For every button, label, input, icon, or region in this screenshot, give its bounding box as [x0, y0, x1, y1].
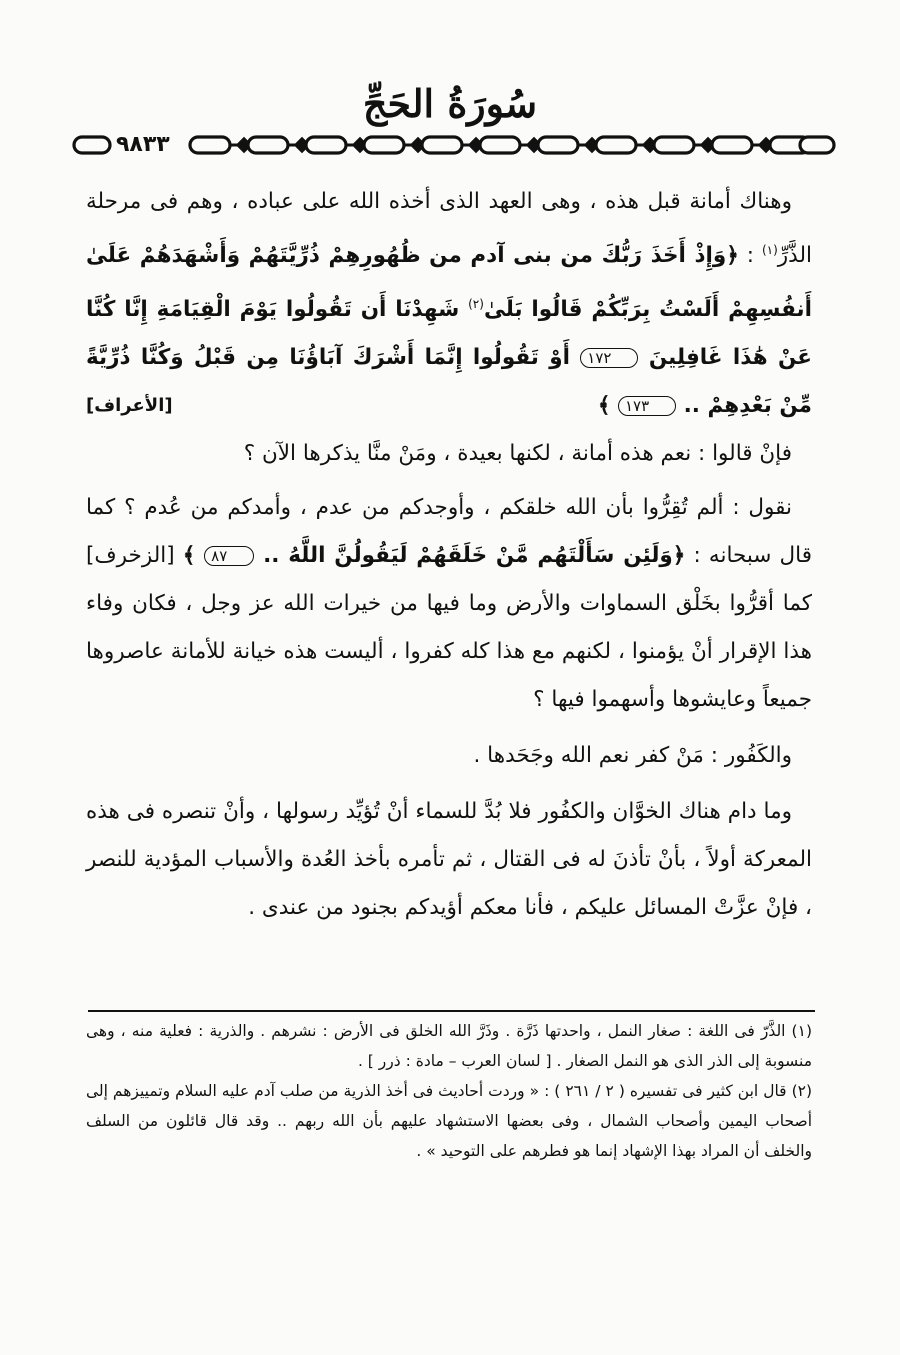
- verse-number-173: ١٧٣: [618, 396, 676, 416]
- footnote-marker-2: (٢): [468, 297, 484, 312]
- paragraph-support: وما دام هناك الخوَّان والكفُور فلا بُدَّ للسماء أنْ تُؤيِّد رسولها ، وأنْ تنصره فى هذه المعركة أولاً ، بأنْ تأذنَ له فى القتال ، ثم تأمره بأخذ العُدة والأسباب المؤدية للنصر ، فإنْ عزَّتْ المسائل عليكم ، فأنا معكم أؤيدكم بجنود من عندى .: [86, 799, 812, 920]
- paragraph-text: وهناك أمانة قبل هذه ، وهى العهد الذى أخذه الله على عباده ، وهم فى مرحلة الذَّرِّ: [86, 189, 812, 269]
- separator-colon: :: [738, 243, 762, 269]
- surah-reference-araf: [الأعراف]: [86, 395, 173, 417]
- quran-verse-zukhruf: [183, 543, 686, 568]
- verse-close-bracket: ﴾: [597, 393, 618, 419]
- paragraph-kafur-definition: والكَفُور : مَنْ كفر نعم الله وجَحَدها .: [473, 743, 792, 768]
- paragraph-question: فإنْ قالوا : نعم هذه أمانة ، لكنها بعيدة ، ومَنْ منَّا يذكرها الآن ؟: [243, 441, 792, 466]
- paragraph-text: نقول : ألم تُقِرُّوا بأن الله خلقكم ، وأوجدكم من عدم ، وأمدكم من عُدم ؟ كما قال سبحانه :: [86, 495, 812, 568]
- page-number: ٩٨٣٣: [112, 132, 174, 158]
- verse-text: أَوْ تَقُولُوا إِنَّمَا أَشْرَكَ آبَاؤُنَا مِن قَبْلُ وَكُنَّا ذُرِّيَّةً مِّنْ بَعْدِهِمْ ..: [86, 345, 812, 419]
- footnote-2: (٢) قال ابن كثير فى تفسيره ( ٢ / ٢٦١ ) : « وردت أحاديث فى أخذ الذرية من صلب آدم عليه السلام وتمييزهم إلى أصحاب اليمين وأصحاب الشمال ، وفى بعضها الاستشهاد عليهم بأن الله ربهم .. وقد قال قائلون من السلف والخلف أن المراد بهذا الإشهاد إنما هو فطرهم على التوحيد » .: [86, 1082, 813, 1160]
- verse-text: ﴿وَلَئِن سَأَلْتَهُم مَّنْ خَلَقَهُمْ لَيَقُولُنَّ اللَّهُ ..: [263, 543, 686, 568]
- verse-text: شَهِدْنَا أَن تَقُولُوا يَوْمَ الْقِيَامَةِ إِنَّا كُنَّا عَنْ هَٰذَا غَافِلِينَ: [86, 297, 812, 371]
- footnotes-section: [86, 1016, 812, 1166]
- verse-number-172: ١٧٢: [580, 348, 638, 368]
- verse-number-87: ٨٧: [204, 546, 254, 566]
- paragraph-covenant: [86, 178, 812, 430]
- surah-title: سُورَةُ الحَجِّ: [362, 81, 538, 126]
- verse-text: ﴿وَإِذْ أَخَذَ رَبُّكَ من بنى آدم من ظُهُورِهِمْ ذُرِّيَّتَهُمْ وَأَشْهَدَهُمْ عَلَىٰ أَنفُسِهِمْ أَلَسْتُ بِرَبِّكُمْ قَالُوا بَلَىٰ: [86, 243, 812, 323]
- footnote-separator: [88, 1010, 815, 1012]
- ornamental-border: [72, 130, 838, 160]
- verse-close-bracket: ﴾: [182, 543, 196, 568]
- surah-reference-zukhruf: [الزخرف]: [86, 543, 183, 568]
- paragraph-answer: [86, 484, 812, 724]
- footnote-1: (١) الذَّرّ فى اللغة : صغار النمل ، واحدتها ذَرَّة . وذَرَّ الله الخلق فى الأرض : نشرهم . والذرية : فعلية منه ، وهى منسوبة إلى الذر الذى هو النمل الصغار . [ لسان العرب – مادة : ذرر ] .: [86, 1022, 812, 1070]
- main-text-block-2: [86, 430, 812, 932]
- quran-verse-araf: [86, 243, 812, 418]
- paragraph-text: كما أقرُّوا بخَلْق السماوات والأرض وما فيها من خيرات الله عز وجل ، فكان وفاء هذا الإقرار أنْ يؤمنوا ، لكنهم مع هذا كله كفروا ، أليست هذه خيانة للأمانة عاصروها جميعاً وعايشوها وأسهموا فيها ؟: [86, 591, 812, 712]
- main-text-block-1: [86, 178, 812, 430]
- footnote-marker-1: (١): [761, 243, 778, 257]
